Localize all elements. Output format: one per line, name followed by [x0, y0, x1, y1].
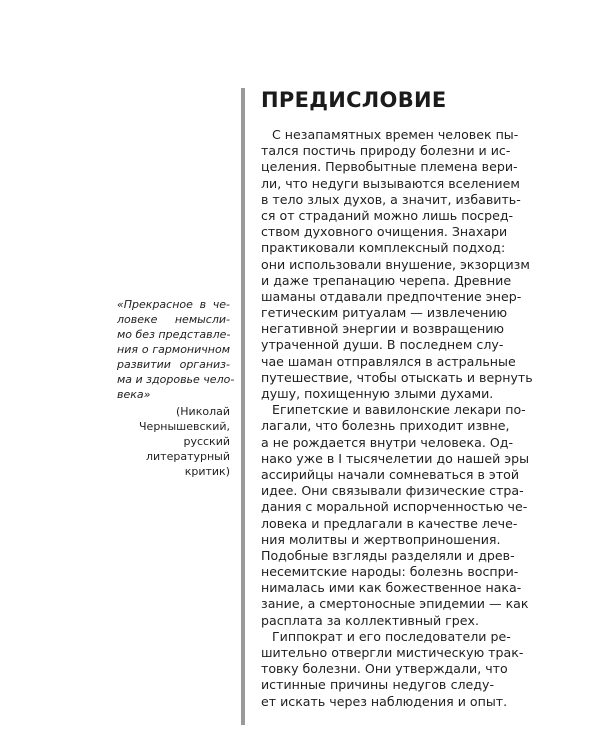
body-line: идее. Они связывали физические стра-	[261, 483, 524, 499]
epigraph-quote-line: ловеке немысли-	[117, 313, 230, 326]
body-line: путешествие, чтобы отыскать и вернуть	[261, 369, 533, 385]
body-line: утраченной души. В последнем слу-	[261, 337, 504, 353]
body-line: они использовали внушение, экзорцизм	[261, 256, 530, 272]
body-line: ством духовного очищения. Знахари	[261, 224, 508, 240]
body-line: ловека и предлагали в качестве лече-	[261, 515, 518, 531]
body-line: истинные причины недугов следу-	[261, 677, 494, 693]
body-line: зание, а смертоносные эпидемии — как	[261, 596, 529, 612]
epigraph-quote-line: века»	[117, 388, 151, 401]
body-line: душу, похищенную злыми духами.	[261, 386, 494, 401]
body-line: Египетские и вавилонские лекари по-	[272, 402, 526, 418]
epigraph-attribution-line: Чернышевский,	[139, 420, 230, 433]
body-line: С незапамятных времен человек пы-	[272, 127, 519, 142]
epigraph-quote-line: «Прекрасное в че-	[117, 298, 230, 311]
body-line: гетическим ритуалам — извлечению	[261, 305, 508, 321]
body-line: шаманы отдавали предпочтение энер-	[261, 288, 522, 304]
body-line: ли, что недуги вызываются вселением	[261, 175, 520, 191]
body-line: ассирийцы начали сомневаться в этой	[261, 466, 520, 482]
body-line: ет искать через наблюдения и опыт.	[261, 693, 508, 709]
body-line: нималась ими как божественное нака-	[261, 580, 522, 596]
body-line: негативной энергии и возвращению	[261, 321, 505, 337]
body-line: дания с моральной испорченностью че-	[261, 499, 528, 515]
body-line: Подобные взгляды разделяли и древ-	[261, 547, 515, 563]
epigraph-attribution-line: русский	[183, 435, 230, 448]
body-line: чае шаман отправлялся в астральные	[261, 353, 516, 369]
body-line: шительно отвергли мистическую трак-	[261, 645, 524, 660]
epigraph-attribution-line: критик)	[184, 465, 230, 478]
body-text	[261, 127, 533, 710]
epigraph-attribution-line: литературный	[145, 450, 230, 463]
epigraph-quote-line: ния о гармоничном	[117, 343, 230, 356]
body-line: товку болезни. Они утверждали, что	[261, 661, 508, 677]
body-line: нако уже в I тысячелетии до нашей эры	[261, 450, 530, 466]
body-line: тался постичь природу болезни и ис-	[261, 143, 511, 159]
body-line: Гиппократ и его последователи ре-	[272, 628, 511, 644]
body-line: практиковали комплексный подход:	[261, 240, 506, 256]
body-line: и даже трепанацию черепа. Древние	[261, 272, 512, 288]
body-line: в тело злых духов, а значит, избавить-	[261, 191, 521, 207]
vertical-divider	[241, 88, 245, 725]
epigraph-quote-line: развитии организ-	[117, 358, 230, 371]
body-line: лагали, что болезнь приходит извне,	[261, 418, 510, 434]
body-line: ся от страданий можно лишь посред-	[261, 207, 514, 223]
epigraph	[117, 297, 235, 479]
body-line: несемитские народы: болезнь воспри-	[261, 564, 519, 580]
epigraph-quote-line: мо без представле-	[117, 328, 231, 341]
body-line: ния молитвы и жертвоприношения.	[261, 531, 501, 547]
body-line: а не рождается внутри человека. Од-	[261, 434, 513, 450]
body-line: целения. Первобытные племена вери-	[261, 159, 518, 175]
epigraph-attribution-line: (Николай	[175, 405, 230, 418]
epigraph-quote-line: ма и здоровье чело-	[117, 373, 235, 386]
body-line: расплата за коллективный грех.	[261, 612, 479, 628]
chapter-title: ПРЕДИСЛОВИЕ	[261, 88, 447, 112]
